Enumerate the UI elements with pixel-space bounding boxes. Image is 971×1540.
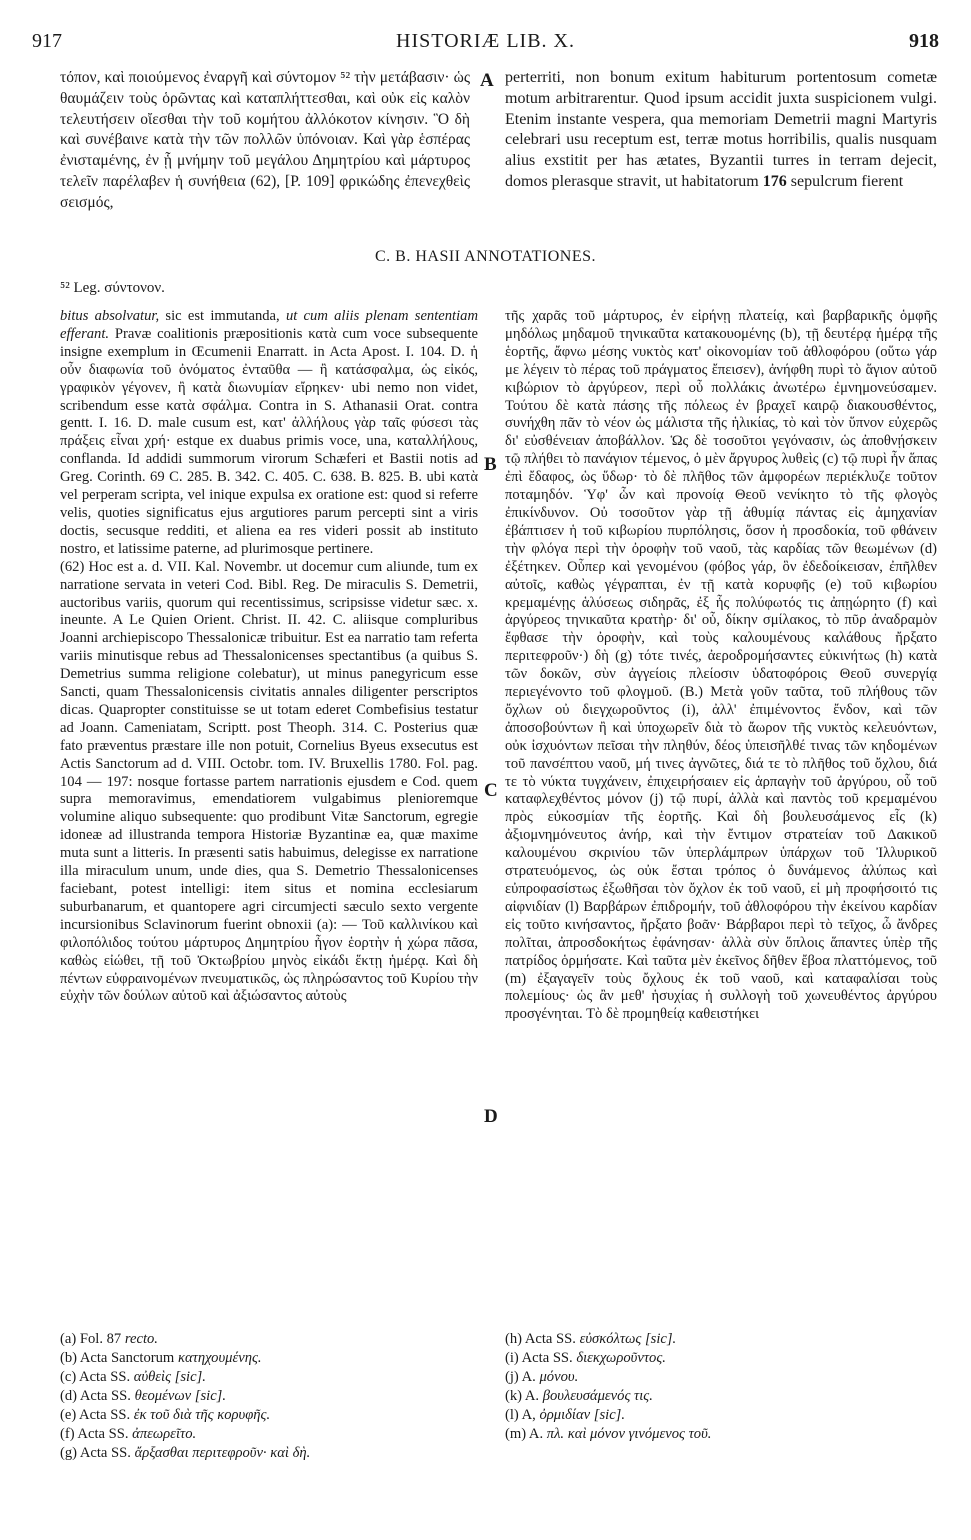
greek-paragraph: τόπον, καὶ ποιούμενος ἐναργῆ καὶ σύντομον ⁵² τὴν μετάβασιν· ὡς θαυμάζειν τοὺς ὁρῶντας καὶ καταπλήττεσθαι, καὶ οὐκ εἰς καλὸν τελευτήσειν οἴεσθαι τὴν τοῦ κομήτου ἀλλόκοτον κίνησιν. Ὃ δὴ καὶ συνέβαινε κατὰ τὴν τῶν πολλῶν ὑπόνοιαν. Καὶ γὰρ ἑσπέρας ἐνισταμένης, ἐν ᾗ μνήμην τοῦ μεγάλου Δημητρίου καὶ μάρτυρος τελεῖν παρέλαβεν ἡ συνήθεια (62), [P. 109] φρικώδης ἐπενεχθεὶς σεισμός,: [60, 69, 470, 211]
footnote-g: [60, 1444, 480, 1463]
footnote-d: [60, 1387, 480, 1406]
footnote-text: ἐκ τοῦ διὰ τῆς κορυφῆς.: [133, 1407, 271, 1423]
footnote-label: (b) Acta Sanctorum: [60, 1350, 178, 1366]
footnote-text: αὐθεὶς [sic].: [133, 1369, 206, 1385]
footnote-h: [505, 1330, 935, 1349]
footnote-e: [60, 1406, 480, 1425]
margin-letter-d: D: [484, 1106, 498, 1127]
annotation-text-2: Pravæ coalitionis præpositionis κατὰ cum voce subsequente insigne exemplum in Œcumenii Enarratt. in Acta Apost. I. 104. D. ἡ οὖν διαφωνία τοῦ ὀνόματος ἐνταῦθα — ἢ κατάσφαλμα, ὡς εἰκός, γραφικὸν γέγονεν, ἢ κατὰ διωνυμίαν εἴρηκεν· ubi nemo non videt, scribendum esse κατὰ σφάλμα. Contra in S. Athanasii Orat. contra gentt. I. 16. D. male cusum est, κατ' ἀλλήλους γὰρ ταῖς φύσεσι τὰς πράξεις εἶναι χρή· estque ex duabus primis voce, una, καταλλήλους, conflanda. Id addidi summorum virorum Schæferi et Bastii notis ad Greg. Corinth. 69 C. 285. B. 342. C. 405. C. 638. B. 825. B. ubi κατὰ vel perperam scripta, vel inique expulsa ex oratione est: quod si referre velis, quoties significatus ejus argutiores parum percepti sint a viris doctis, secusque redditi, et aliena ea res videri possit ab instituto nostro, et latissime paterne, ad plurimosque pertinere.: [60, 325, 478, 557]
footnote-label: (j) A.: [505, 1369, 540, 1385]
footnote-label: (a) Fol. 87: [60, 1331, 125, 1347]
footnote-label: (e) Acta SS.: [60, 1407, 134, 1423]
latin-text-end: sepulcrum fierent: [790, 172, 904, 190]
footnote-label: (d) Acta SS.: [60, 1388, 135, 1404]
footnote-i: [505, 1349, 935, 1368]
note-52: ⁵² Leg. σύντονον.: [60, 280, 165, 296]
latin-margin-number: 176: [762, 172, 787, 190]
top-latin-text: [505, 68, 937, 193]
margin-letter-c: C: [484, 780, 498, 801]
footnote-text: ἀπεωρεῖτο.: [132, 1426, 197, 1442]
footnote-text: recto.: [124, 1331, 158, 1347]
margin-letter-b: B: [484, 454, 497, 475]
footnote-label: (m) A.: [505, 1426, 547, 1442]
footnote-text: πλ. καὶ μόνον γινόμενος τοῦ.: [546, 1426, 712, 1442]
footnote-text: θεομένων [sic].: [134, 1388, 227, 1404]
footnote-label: (g) Acta SS.: [60, 1445, 135, 1461]
footnote-text: κατηχουμένης.: [177, 1350, 262, 1366]
footnote-label: (i) Acta SS.: [505, 1350, 577, 1366]
footnote-f: [60, 1425, 480, 1444]
footnote-text: εὐσκόλτως [sic].: [579, 1331, 677, 1347]
annotations-heading: C. B. HASII ANNOTATIONES.: [375, 248, 596, 265]
page-number-left: 917: [32, 30, 62, 52]
annotation-italic-2: ut cum aliis plenam sententiam efferant.: [60, 308, 479, 342]
greek-narrative: τῆς χαρᾶς τοῦ μάρτυρος, ἐν εἰρήνῃ πλατείᾳ, καὶ βαρβαρικῆς ὁμφῆς μηδόλως μηδαμοῦ τηνικαῦτα κατακουομένης (b), τῇ δευτέρᾳ ἡμέρᾳ τῆς ἑορτῆς, ἄφνω μέσης νυκτὸς κατ' οἰκονομίαν τοῦ ἀθλοφόρου (οὕτω γάρ με λέγειν τὸ πέρας τοῦ πράγματος ἔπεισεν), ἀνήφθη πυρὶ τὸ ἅγιον αὐτοῦ κιβώριον τὸ ἀργύρεον, περὶ οὗ πολλάκις ἀνωτέρω ἐμνημονεύσαμεν. Τούτου δὲ κατὰ πάσης τῆς πόλεως ἐν βραχεῖ καιρῷ διακουσθέντος, συνήχθη πᾶν τὸ νέον ὡς μάλιστα τῆς ἡλικίας, τὸ καὶ τὸν ὕπνον εὐχερῶς δι' εὐσθένειαν ἀποβάλλον. Ὡς δὲ τοσοῦτοι γεγόνασιν, ὡς ἀποθνῄσκειν τῷ πλήθει τὸ πανάγιον τέμενος, ὁ μὲν ἄργυρος λυθεὶς (c) τῷ πυρὶ ἦν ἅπας ἐπὶ ἔδαφος, ὡς ὕδωρ· τὸ δὲ πλῆθος τῶν ἀμφορέων περιέκλυζε τοῦτον ποταμηδόν. Ὑφ' ὧν καὶ προνοίᾳ Θεοῦ νενίκητο τὸ τῆς φλογὸς ἐπικίνδυνον. Οὐ τοσοῦτον γὰρ τῇ ἀθυμίᾳ πάντας εἰς ἀμηχανίαν ἐβάπτισεν ἡ τοῦ κιβωρίου πυρπόλησις, ὅσον ἡ προσδοκία, τοῦ φθάνειν τὴν φλόγα περὶ τὴν ὀροφὴν τοῦ ναοῦ, τὰς καρδίας τῶν θεωμένων (d) ἐξέτηκεν. Οὗπερ καὶ γενομένου (φόβος γάρ, ὃν ἐδεδοίκεισαν, ἐπῆλθεν αὐτοῖς, καθὼς γέγραπται, ἐν τῇ κατὰ κορυφῆς (e) τοῦ κιβωρίου κρεμαμένῃς ἁλύσεως σιδηρᾶς, ἐξ ἧς πολύφωτός τις ἀπῃώρητο (f) καὶ ἀργύρεος τηνικαῦτα κρατὴρ· δι' οὗ, δίκην σμίλακος, τὸ πῦρ ἀναδραμὸν ἔφθασε τὴν ὀροφὴν, καὶ τοὺς καλουμένους καλάθους ἤρξατο περιτεφροῦν·) δὴ (g) τότε τινές, ἀεροδρομήσαντες εὐκινήτως (h) κατὰ τῶν δοκῶν, σὺν ἀγγείοις πλείοσιν ὑδατοφόροις Θεοῦ συνεργίᾳ περιεγένοντο τοῦ φλογμοῦ. (B.) Μετὰ γοῦν ταῦτα, τοῦ πλήθους τῶν ὄχλων οὐ διεγχωροῦντος (i), ἀλλ' ἐπιμένοντος ἔνδον, καὶ τῶν ἀποσοβούντων ἢ καὶ ὑποχωρεῖν διὰ τὸ ἄωρον τῆς νυκτὸς κελευόντων, οὐκ ἰσχυόντων πεῖσαι τὴν πληθύν, δέος ὑπεισῆλθέ τινας τῶν κηδομένων τοῦ πανσέπτου ναοῦ, μή τινες ἀγνῶτες, διά τε τὸ πλῆθος τοῦ ὄχλου, διά τε τὸ νύκτα τυγχάνειν, ἐπιχειρήσαιεν εἰς ἁρπαγὴν τοῦ ἀργύρου, οὗ τοῦ καταφλεχθέντος μόνον (j) τῷ πυρί, ἀλλὰ καὶ παντὸς τοῦ κρεμαμένου πρὸς εὐκοσμίαν τῆς ἑορτῆς. Καὶ δὴ βουλευσάμενος εἷς (k) ἀξιομνημόνευτος ἀνήρ, καὶ τὴν ἔντιμον στρατείαν τοῦ Δακικοῦ καλουμένου σκρινίου τῶν ὑπερλάμπρων ὑπάρχων τοῦ Ἰλλυρικοῦ στρατευόμενος, ὡς οὐκ ἔσται τρόπος ὁ δυνάμενος ἀλύπως καὶ εὐπροφασίστως ἐξωθῆσαι τὸν ὄχλον ἐκ τοῦ ναοῦ, εἰ μὴ προφήσοιτό τις αἰφνιδίαν (l) Βαρβάρων ἐπιδρομήν, τοῦ ἀθλοφόρου τὴν ἐκείνου καρδίαν εἰς τοῦτο κινήσαντος, ἤρξατο βοᾶν· Βάρβαροι περὶ τὸ τεῖχος, ὦ ἄνδρες πολῖται, ἀπροσδοκήτως ἐφάνησαν· ἀλλὰ σὺν ὅπλοις ἅπαντες ὑπὲρ τῆς πατρίδος ὁρμήσατε. Καὶ ταῦτα μὲν ἐκεῖνος δῆθεν ἔβοα πλαττόμενος, τοῦ (m) ἐξαγαγεῖν τοὺς ὄχλους ἐκ τοῦ ναοῦ, καὶ καταφαλίσαι τοὺς πολεμίους· ὡς ἂν μεθ' ἡσυχίας ἡ συλλογὴ τοῦ χωνευθέντος ἀργύρου προσγένηται. Τὸ δὲ προμηθείᾳ καθειστήκει: [505, 308, 937, 1023]
footnote-text: βουλευσάμενός τις.: [542, 1388, 653, 1404]
annotation-text-1: sic est immutanda,: [159, 308, 286, 324]
margin-letter-a: A: [480, 70, 494, 91]
footnote-label: (k) A.: [505, 1388, 543, 1404]
annotation-paragraph-1: [60, 308, 478, 559]
footnote-c: [60, 1368, 480, 1387]
annotation-italic-1: bitus absolvatur,: [60, 308, 160, 324]
footnote-l: [505, 1406, 935, 1425]
latin-paragraph: [505, 68, 937, 193]
footnote-text: ὀρμιδίαν [sic].: [539, 1407, 625, 1423]
annotation-paragraph-62: (62) Hoc est a. d. VII. Kal. Novembr. ut docemur cum aliunde, tum ex narratione servata in veteri Cod. Bibl. Reg. De miraculis S. Demetrii, auctoribus variis, quorum qui recentissimus, scripsisse videtur sæc. x. ineunte. A Le Quien Orient. Christ. II. 42. C. aliisque compluribus Joanni archiepiscopo Thessalonicæ tribuitur. Est ea narratio tam referta variis minutisque rebus ad Thessalonicenses spectantibus (a quibus S. Demetrius summa religione colebatur), ut minus panegyricum esse Sancti, quam Thessalonicensis civitatis annales diligenter perscriptos dicas. Quapropter constituisse se ut totam ederet Combefisius testatur ad Joann. Cameniatam, Scriptt. post Theoph. 314. C. Posterius quæ fato præventus præstare ille non potuit, Cornelius Byeus exsecutus est Actis Sanctorum ad d. VIII. Octobr. tom. IV. Bruxellis 1780. Fol. pag. 104 — 197: nosque fortasse partem narrationis ejusdem e Cod. quem supra memoravimus, emendatiorem vulgabimus plenioremque volumine aliquo subsequente: quo prodibunt Vitæ Sanctorum, egregie idoneæ ad illustranda tempora Historiæ Byzantinæ ea, quæ maxime muta sunt a litteris. In præsenti satis habuimus, delegisse ex narratione illa miraculum unum, unde dies, qua S. Demetrio Thessalonicenses faciebant, potest intelligi: item situs et nomina ecclesiarum suburbanarum, et quantopere agri circumjecti sæculo sexto vergente incursionibus Sclavinorum fuerint obnoxii (a): — Τοῦ καλλινίκου καὶ φιλοπόλιδος τούτου μάρτυρος Δημητρίου ἦγον ἑορτὴν ἡ χώρα πᾶσα, καθὼς εἰώθει, τῇ τοῦ Ὀκτωβρίου μηνὸς εἰκάδι ἕκτῃ ἡμέρᾳ. Καὶ δὴ πέντων εὐφραινομένων πνευματικῶς, ὡς πληρώσαντος τοῦ Κυρίου τὴν εὐχὴν τῶν δούλων αὐτοῦ καὶ ἀξιώσαντος αὐτοὺς: [60, 558, 478, 1005]
annotations-left-column: [60, 308, 478, 1006]
footnote-text: διεκχωροῦντος.: [576, 1350, 666, 1366]
page-number-right: 918: [909, 30, 939, 52]
footnote-a: [60, 1330, 480, 1349]
footnote-label: (h) Acta SS.: [505, 1331, 580, 1347]
footnote-j: [505, 1368, 935, 1387]
footnote-m: [505, 1425, 935, 1444]
top-greek-text: [60, 68, 470, 214]
footnote-text: ἄρξασθαι περιτεφροῦν· καὶ δὴ.: [134, 1445, 311, 1461]
footnote-b: [60, 1349, 480, 1368]
footnote-label: (l) A,: [505, 1407, 540, 1423]
footnotes-left: [60, 1330, 480, 1463]
latin-text-start: perterriti, non bonum exitum habiturum portentosum cometæ motum arbitrarentur. Quod ipsum accidit juxta suspicionem vulgi. Etenim instante vespera, qua memoriam Demetrii magni Martyris celebrari usu receptum est, terræ motus horribilis, qualis nusquam alius exstitit per has ætates, Byzantii turres in terram dejecit, domos plerasque stravit, ut habitatorum: [505, 69, 937, 190]
running-title: HISTORIÆ LIB. X.: [396, 30, 575, 52]
running-header: [32, 30, 939, 56]
footnote-text: μόνου.: [539, 1369, 579, 1385]
footnote-label: (f) Acta SS.: [60, 1426, 133, 1442]
footnotes-right: [505, 1330, 935, 1444]
annotations-right-column: [505, 308, 937, 1024]
footnote-label: (c) Acta SS.: [60, 1369, 134, 1385]
footnote-k: [505, 1387, 935, 1406]
